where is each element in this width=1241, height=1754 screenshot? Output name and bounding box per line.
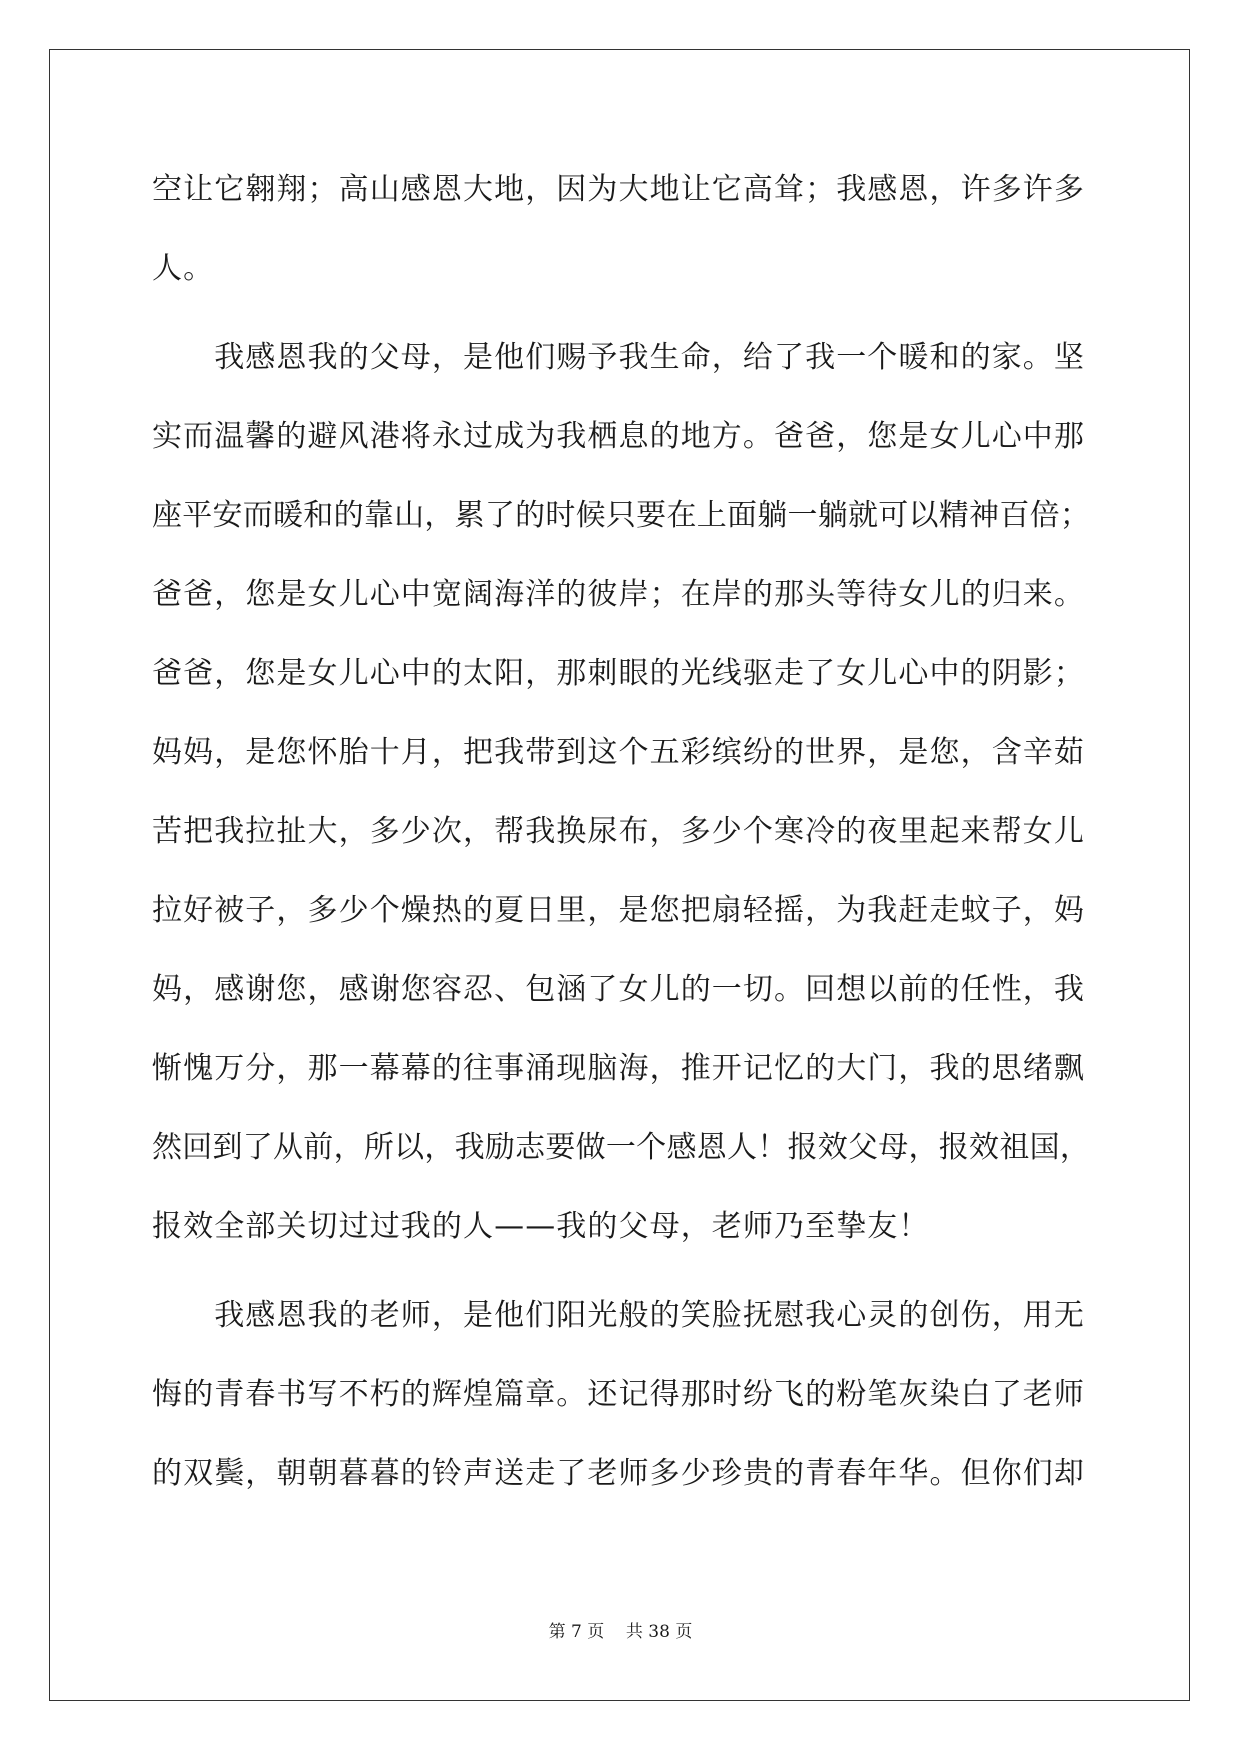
text-line: 妈，感谢您，感谢您容忍、包涵了女儿的一切。回想以前的任性，我 — [152, 972, 1085, 1007]
text-line: 苦把我拉扯大，多少次，帮我换尿布，多少个寒冷的夜里起来帮女儿 — [152, 814, 1085, 849]
text-line: 的双鬓，朝朝暮暮的铃声送走了老师多少珍贵的青春年华。但你们却 — [152, 1456, 1085, 1491]
text-line: 我感恩我的父母，是他们赐予我生命，给了我一个暖和的家。坚 — [152, 340, 1085, 375]
text-line: 人。 — [152, 251, 215, 286]
page-number: 第 7 页 — [548, 1622, 605, 1642]
text-line: 爸爸，您是女儿心中宽阔海洋的彼岸；在岸的那头等待女儿的归来。 — [152, 577, 1085, 612]
page-total: 共 38 页 — [625, 1622, 693, 1642]
text-line: 妈妈，是您怀胎十月，把我带到这个五彩缤纷的世界，是您，含辛茹 — [152, 735, 1085, 770]
text-line: 拉好被子，多少个燥热的夏日里，是您把扇轻摇，为我赶走蚊子，妈 — [152, 893, 1085, 928]
text-line: 座平安而暖和的靠山，累了的时候只要在上面躺一躺就可以精神百倍； — [152, 498, 1091, 533]
text-line: 报效全部关切过过我的人——我的父母，老师乃至挚友！ — [152, 1209, 930, 1244]
text-line: 悔的青春书写不朽的辉煌篇章。还记得那时纷飞的粉笔灰染白了老师 — [152, 1377, 1085, 1412]
text-line: 我感恩我的老师，是他们阳光般的笑脸抚慰我心灵的创伤，用无 — [152, 1298, 1085, 1333]
text-line: 惭愧万分，那一幕幕的往事涌现脑海，推开记忆的大门，我的思绪飘 — [152, 1051, 1085, 1086]
text-line: 空让它翱翔；高山感恩大地，因为大地让它高耸；我感恩，许多许多 — [152, 172, 1085, 207]
text-line: 爸爸，您是女儿心中的太阳，那刺眼的光线驱走了女儿心中的阴影； — [152, 656, 1085, 691]
page-footer — [0, 1620, 1241, 1644]
text-line: 然回到了从前，所以，我励志要做一个感恩人！报效父母，报效祖国， — [152, 1130, 1091, 1165]
text-line: 实而温馨的避风港将永过成为我栖息的地方。爸爸，您是女儿心中那 — [152, 419, 1085, 454]
